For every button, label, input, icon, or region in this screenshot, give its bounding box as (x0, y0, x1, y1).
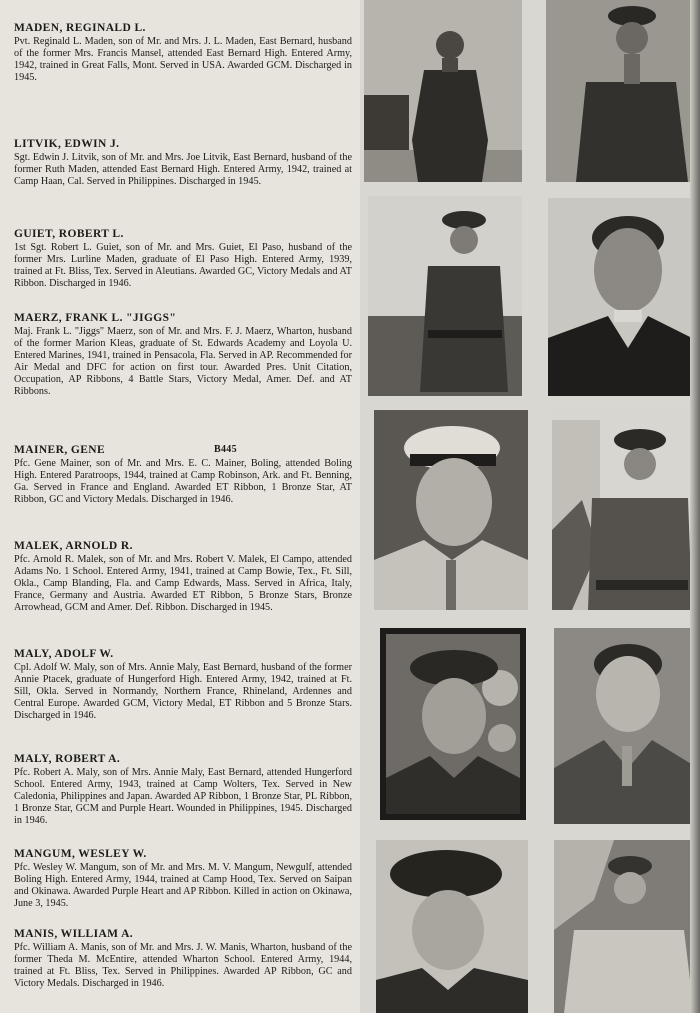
entry-maly-adolf (14, 648, 352, 722)
photo-maden-reginald (364, 0, 522, 182)
entry-name: LITVIK, EDWIN J. (14, 138, 120, 150)
book-binding-edge (690, 0, 700, 1013)
entry-code: B445 (214, 444, 237, 455)
entry-manis-william (14, 928, 352, 990)
entry-name: MALY, ADOLF W. (14, 648, 114, 660)
entry-text: Pfc. William A. Manis, son of Mr. and Mrs. J. W. Manis, Wharton, husband of the former Theda M. McEntire, attended Wharton School. Entered Army, 1944, trained at Ft. Bliss, Tex. Served in Philippines. Awarded AP Ribbon, GC and Victory Medals. Discharged in 1946. (14, 942, 352, 990)
entry-name: MALY, ROBERT A. (14, 753, 121, 765)
photo-malek-arnold (552, 410, 694, 610)
entry-guiet-robert (14, 228, 352, 290)
photo-litvik-edwin (546, 0, 692, 182)
entry-mainer-gene (14, 444, 352, 506)
entry-malek-arnold (14, 540, 352, 614)
entry-name: MADEN, REGINALD L. (14, 22, 146, 34)
entry-text: Cpl. Adolf W. Maly, son of Mrs. Annie Maly, East Bernard, husband of the former Annie Ptacek, graduate of Hungerford High. Entered Army, 1942, trained at Ft. Sill, Okla. Served in Normandy, Northern France, Rhineland, Ardennes and Central Europe. Awarded GCM, Victory Medal, ET Ribbon and 5 Bronze Stars. Discharged in 1946. (14, 662, 352, 722)
entry-text: Pvt. Reginald L. Maden, son of Mr. and Mrs. J. L. Maden, East Bernard, husband of the former Mrs. Francis Mansel, attended East Bernard High. Entered Army, 1942, trained in Great Falls, Mont. Served in USA. Awarded GCM. Discharged in 1945. (14, 36, 352, 84)
entry-maden-reginald (14, 22, 352, 84)
entry-text: Maj. Frank L. "Jiggs" Maerz, son of Mr. and Mrs. F. J. Maerz, Wharton, husband of the former Marion Kleas, graduate of St. Edwards Academy and Loyola U. Entered Marines, 1941, trained in Pensacola, Fla. Served in AP. Recommended for Air Medal and DFC for action on first tour. Awarded Pres. Unit Citation, Occupation, AP Ribbons, 4 Battle Stars, Victory Medal, Amer. Def. and AT Ribbons. (14, 326, 352, 398)
photo-maly-robert (554, 628, 698, 824)
entry-text: Pfc. Gene Mainer, son of Mr. and Mrs. E. C. Mainer, Boling, attended Boling High. Entered Paratroops, 1944, trained at Camp Robinson, Ark. and Ft. Benning, Ga. Served in France and England. Awarded ET Ribbon, 1 Bronze Star, AT Ribbon, GC and Victory Medals. Discharged in 1946. (14, 458, 352, 506)
photo-manis-william (554, 840, 698, 1013)
photo-maerz-frank (548, 198, 692, 396)
entry-litvik-edwin (14, 138, 352, 188)
entry-name: MANGUM, WESLEY W. (14, 848, 147, 860)
entry-name: MAINER, GENE (14, 444, 106, 456)
entry-name: GUIET, ROBERT L. (14, 228, 124, 240)
entry-name: MANIS, WILLIAM A. (14, 928, 134, 940)
entry-name: MAERZ, FRANK L. "JIGGS" (14, 312, 177, 324)
entry-text: Pfc. Robert A. Maly, son of Mrs. Annie Maly, East Bernard, attended Hungerford School. Entered Army, 1943, trained at Camp Wolters, Tex. Served in New Caledonia, Philippines and Japan. Awarded AP Ribbon, 1 Bronze Star, PL Ribbon, 1 Bronze Star, GCM and Purple Heart. Wounded in Philippines, 1945. Discharged in 1946. (14, 767, 352, 827)
entry-mangum-wesley (14, 848, 352, 910)
entry-text: Pfc. Arnold R. Malek, son of Mr. and Mrs. Robert V. Malek, El Campo, attended Adams No. 1 School. Entered Army, 1941, trained at Camp Bowie, Tex., Ft. Sill, Okla., Camp Blanding, Fla. and Camp Edwards, Mass. Served in Africa, Italy, France, Germany and Austria. Awarded ET Ribbon, 5 Bronze Stars, Bronze Arrowhead, GCM and Amer. Def. Ribbon. Discharged in 1945. (14, 554, 352, 614)
photo-mainer-gene (374, 410, 528, 610)
photo-mangum-wesley (376, 840, 528, 1013)
entry-text: 1st Sgt. Robert L. Guiet, son of Mr. and Mrs. Guiet, El Paso, husband of the former Mrs. Lurline Maden, graduate of El Paso High. Entered Army, 1939, trained at Ft. Bliss, Tex. Served in Aleutians. Awarded GC, Victory Medals and AT Ribbon. Discharged in 1946. (14, 242, 352, 290)
entry-maerz-frank (14, 312, 352, 399)
entry-text: Sgt. Edwin J. Litvik, son of Mr. and Mrs. Joe Litvik, East Bernard, husband of the former Ruth Maden, attended East Bernard High. Entered Army, 1942, trained at Camp Haan, Cal. Served in Philippines. Discharged in 1945. (14, 152, 352, 188)
photo-guiet-robert (368, 196, 522, 396)
photo-maly-adolf (380, 628, 526, 820)
entry-text: Pfc. Wesley W. Mangum, son of Mr. and Mrs. M. V. Mangum, Newgulf, attended Boling High. Entered Army, 1944, trained at Camp Hood, Tex. Served on Saipan and Okinawa. Awarded Purple Heart and AP Ribbon. Killed in action on Okinawa, June 3, 1945. (14, 862, 352, 910)
entry-name: MALEK, ARNOLD R. (14, 540, 133, 552)
entry-maly-robert (14, 753, 352, 827)
